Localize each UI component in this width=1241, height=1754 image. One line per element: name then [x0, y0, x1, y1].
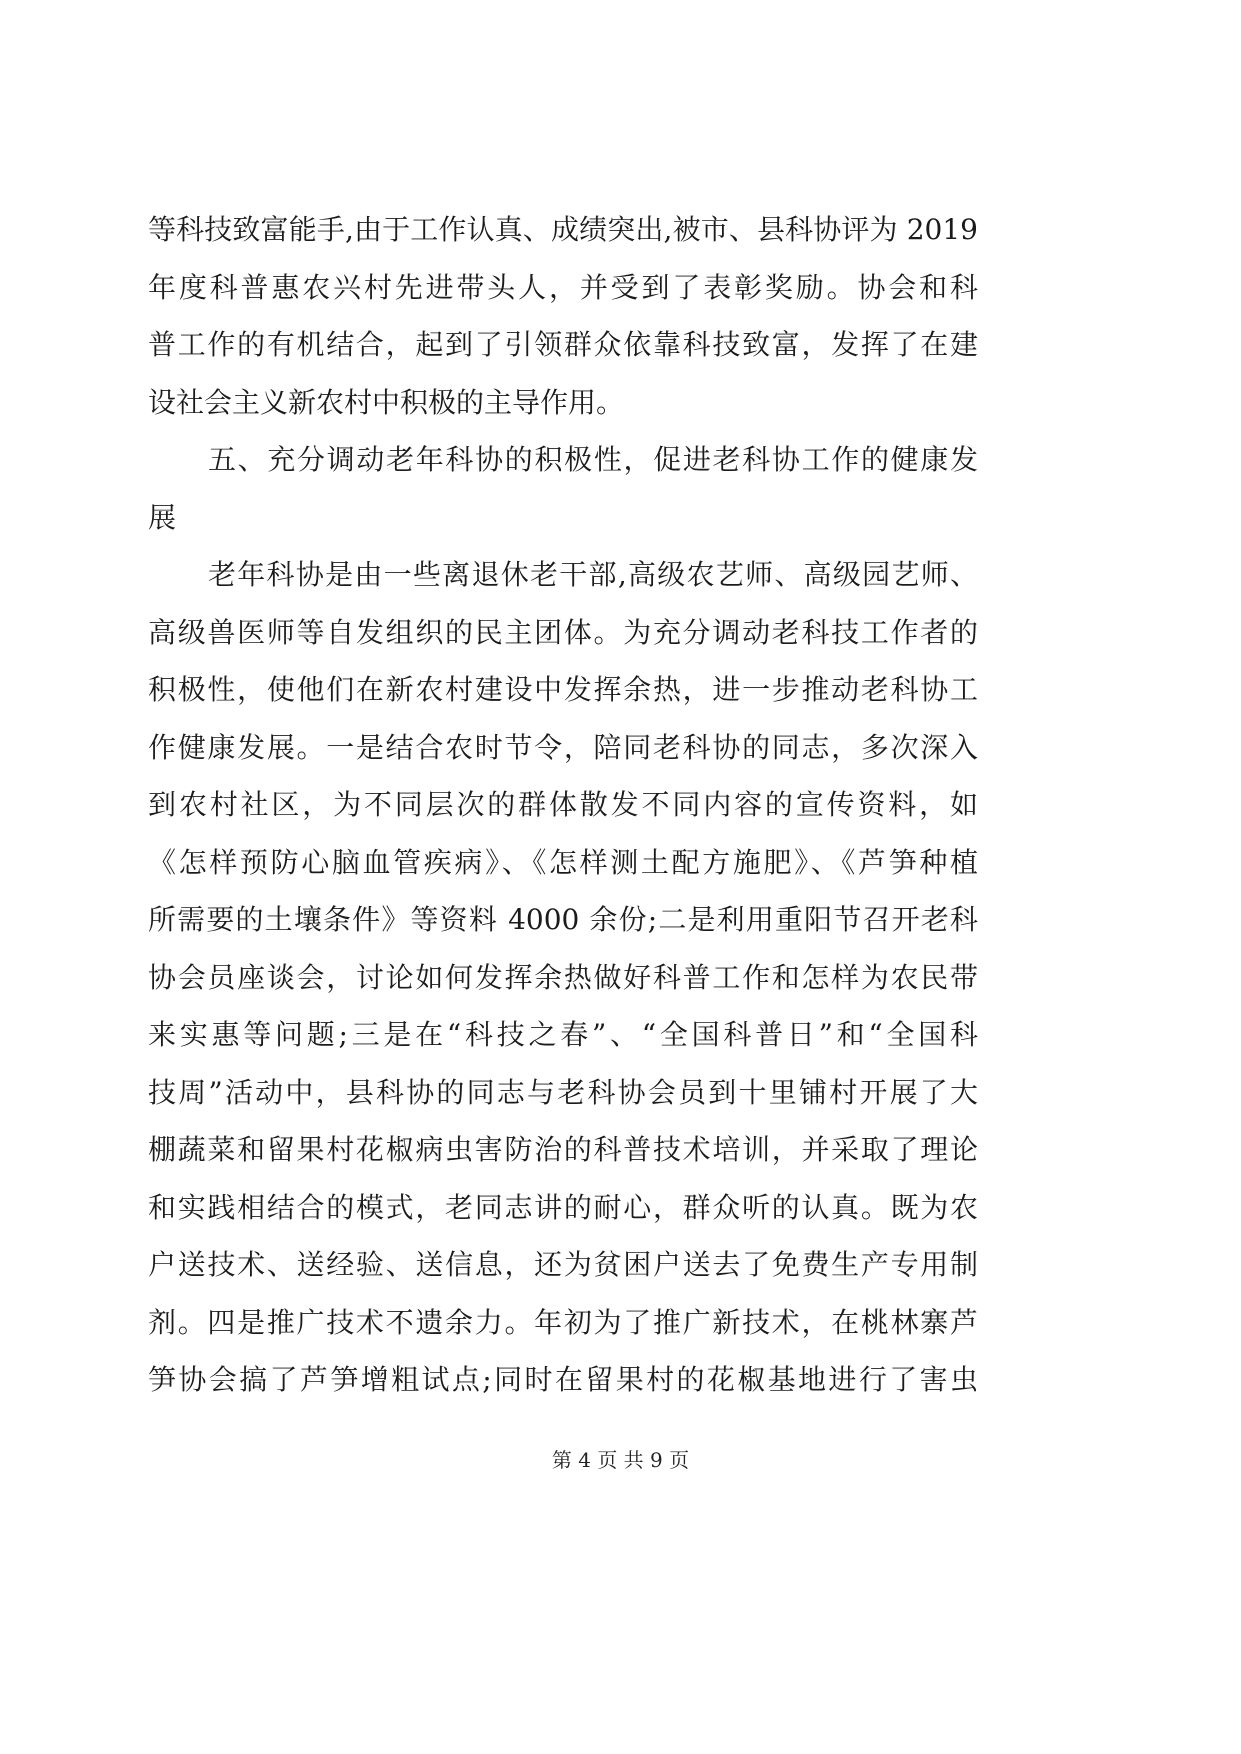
text-line: 年度科普惠农兴村先进带头人，并受到了表彰奖励。协会和科: [148, 270, 978, 304]
text-line: 到农村社区，为不同层次的群体散发不同内容的宣传资料，如: [148, 788, 978, 821]
text-line: 高级兽医师等自发组织的民主团体。为充分调动老科技工作者的: [148, 615, 978, 649]
text-line: 所需要的土壤条件》等资料 4000 余份;二是利用重阳节召开老科: [148, 903, 978, 936]
text-line: 作健康发展。一是结合农时节令，陪同老科协的同志，多次深入: [148, 730, 978, 764]
heading-line: 展: [148, 500, 177, 534]
paragraph: [148, 201, 978, 431]
paragraph: [148, 546, 978, 1409]
text-line: 笋协会搞了芦笋增粗试点;同时在留果村的花椒基地进行了害虫: [148, 1363, 978, 1396]
text-line: 剂。四是推广技术不遗余力。年初为了推广新技术，在桃林寨芦: [148, 1305, 978, 1339]
page-number-label: 第 4 页 共 9 页: [551, 1448, 690, 1472]
text-line: 等科技致富能手,由于工作认真、成绩突出,被市、县科协评为 2019: [148, 213, 978, 246]
text-line: 老年科协是由一些离退休老干部,高级农艺师、高级园艺师、: [208, 558, 978, 591]
text-line: 协会员座谈会，讨论如何发挥余热做好科普工作和怎样为农民带: [148, 960, 978, 994]
text-line: 《怎样预防心脑血管疾病》、《怎样测土配方施肥》、《芦笋种植: [148, 845, 978, 879]
text-line: 积极性，使他们在新农村建设中发挥余热，进一步推动老科协工: [148, 673, 978, 706]
heading-line: 五、充分调动老年科协的积极性，促进老科协工作的健康发: [208, 443, 978, 476]
text-line: 和实践相结合的模式，老同志讲的耐心，群众听的认真。既为农: [148, 1190, 978, 1224]
text-line: 户送技术、送经验、送信息，还为贫困户送去了免费生产专用制: [148, 1248, 978, 1281]
document-body: [148, 201, 978, 1409]
section-heading: [148, 431, 978, 546]
text-line: 来实惠等问题;三是在“科技之春”、“全国科普日”和“全国科: [148, 1018, 978, 1051]
text-line: 设社会主义新农村中积极的主导作用。: [148, 385, 625, 419]
text-line: 棚蔬菜和留果村花椒病虫害防治的科普技术培训，并采取了理论: [148, 1133, 978, 1166]
text-line: 技周”活动中，县科协的同志与老科协会员到十里铺村开展了大: [148, 1075, 978, 1109]
page-footer: [0, 1446, 1241, 1474]
text-line: 普工作的有机结合，起到了引领群众依靠科技致富，发挥了在建: [148, 328, 978, 361]
